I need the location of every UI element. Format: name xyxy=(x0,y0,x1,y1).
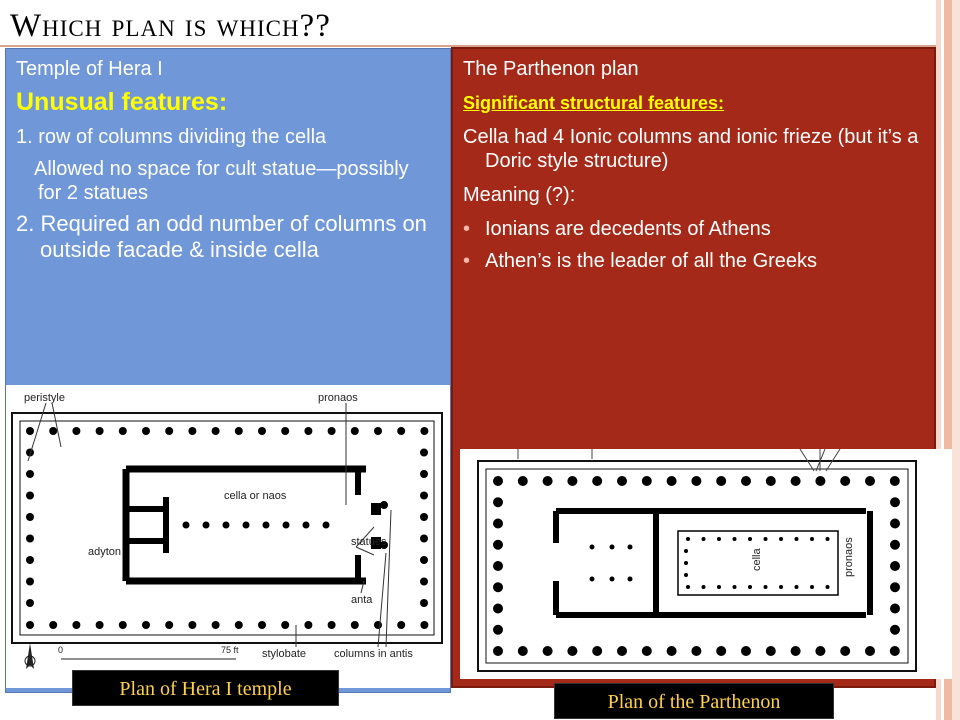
column-dot xyxy=(96,621,104,629)
column-dot xyxy=(72,427,80,435)
column-dot xyxy=(235,427,243,435)
hera-feature-1: 1. row of columns dividing the cella xyxy=(16,126,327,148)
column-dot xyxy=(493,476,503,486)
column-dot xyxy=(420,492,428,500)
column-dot xyxy=(764,585,768,589)
column-dot xyxy=(165,427,173,435)
column-dot xyxy=(890,476,900,486)
hera-temple-name: Temple of Hera I xyxy=(16,58,163,80)
column-dot xyxy=(890,497,900,507)
column-dot xyxy=(142,621,150,629)
column-dot xyxy=(628,577,633,582)
column-dot xyxy=(791,476,801,486)
column-dot xyxy=(420,427,428,435)
column-dot xyxy=(142,427,150,435)
parthenon-meaning-label: Meaning (?): xyxy=(463,184,576,206)
column-dot xyxy=(684,561,688,565)
parthenon-plan-image xyxy=(460,449,952,679)
column-dot xyxy=(815,646,825,656)
parthenon-features-heading: Significant structural features: xyxy=(463,93,725,113)
parthenon-text-block xyxy=(463,57,919,281)
peristyle-columns xyxy=(493,476,900,656)
column-dot xyxy=(741,476,751,486)
hera-plan-drawing xyxy=(6,385,450,688)
column-dot xyxy=(590,577,595,582)
column-dot xyxy=(420,621,428,629)
column-dot xyxy=(815,476,825,486)
column-dot xyxy=(119,427,127,435)
column-dot xyxy=(165,621,173,629)
column-dot xyxy=(26,599,34,607)
column-dot xyxy=(328,427,336,435)
scale-start: 0 xyxy=(58,645,64,655)
column-dot xyxy=(518,646,528,656)
column-dot xyxy=(303,522,310,529)
column-dot xyxy=(702,585,706,589)
column-dot xyxy=(890,646,900,656)
label-pronaos: pronaos xyxy=(318,392,358,404)
column-dot xyxy=(733,585,737,589)
column-dot xyxy=(684,573,688,577)
column-dot xyxy=(890,582,900,592)
column-dot xyxy=(351,621,359,629)
column-dot xyxy=(493,625,503,635)
column-dot xyxy=(684,549,688,553)
column-dot xyxy=(826,537,830,541)
column-dot xyxy=(779,537,783,541)
column-dot xyxy=(420,470,428,478)
column-dot xyxy=(420,599,428,607)
column-dot xyxy=(26,427,34,435)
hera-plan-caption: Plan of Hera I temple xyxy=(72,670,339,706)
parthenon-feature-1: Cella had 4 Ionic columns and ionic frieze (but it’s a Doric style structure) xyxy=(463,126,919,172)
column-dot xyxy=(26,513,34,521)
label-cella: cella or naos xyxy=(224,490,287,502)
column-dot xyxy=(592,476,602,486)
column-dot xyxy=(493,604,503,614)
column-dot xyxy=(890,625,900,635)
column-dot xyxy=(766,476,776,486)
column-dot xyxy=(26,535,34,543)
cella-walls xyxy=(556,511,870,615)
column-dot xyxy=(26,578,34,586)
column-dot xyxy=(328,621,336,629)
parthenon-plan-name: The Parthenon plan xyxy=(463,58,639,80)
column-dot xyxy=(26,492,34,500)
slide-title: Which plan is which?? xyxy=(10,8,331,44)
column-dot xyxy=(49,621,57,629)
cella-interior-columns xyxy=(183,522,330,529)
column-dot xyxy=(840,476,850,486)
column-dot xyxy=(96,427,104,435)
column-dot xyxy=(283,522,290,529)
column-dot xyxy=(26,556,34,564)
parthenon-bullet-1 xyxy=(463,217,919,241)
column-dot xyxy=(304,427,312,435)
column-dot xyxy=(840,646,850,656)
column-dot xyxy=(686,537,690,541)
hera-plan-image xyxy=(6,385,450,688)
label-peristyle: peristyle xyxy=(24,392,65,404)
column-dot xyxy=(72,621,80,629)
column-dot xyxy=(766,646,776,656)
column-dot xyxy=(810,537,814,541)
cella-interior-columns xyxy=(590,537,830,589)
column-dot xyxy=(397,427,405,435)
column-dot xyxy=(258,621,266,629)
column-dot xyxy=(235,621,243,629)
column-dot xyxy=(281,621,289,629)
column-dot xyxy=(733,537,737,541)
bullet-dot-icon: • xyxy=(463,250,471,272)
column-dot xyxy=(493,582,503,592)
column-dot xyxy=(617,476,627,486)
column-dot xyxy=(826,585,830,589)
column-dot xyxy=(493,519,503,529)
column-dot xyxy=(397,621,405,629)
column-dot xyxy=(374,621,382,629)
column-dot xyxy=(702,537,706,541)
column-dot xyxy=(890,540,900,550)
column-dot xyxy=(590,545,595,550)
column-dot xyxy=(493,561,503,571)
column-dot xyxy=(493,540,503,550)
parthenon-bullet-2 xyxy=(463,249,919,273)
column-dot xyxy=(420,449,428,457)
bullet-text: Ionians are decedents of Athens xyxy=(485,218,771,240)
column-dot xyxy=(779,585,783,589)
column-dot xyxy=(323,522,330,529)
column-dot xyxy=(420,556,428,564)
column-dot xyxy=(642,646,652,656)
column-dot xyxy=(764,537,768,541)
column-dot xyxy=(795,585,799,589)
column-dot xyxy=(667,646,677,656)
column-dot xyxy=(791,646,801,656)
hera-text-block xyxy=(16,57,436,263)
hera-feature-2: 2. Required an odd number of columns on outside facade & inside cella xyxy=(16,211,427,262)
label-cella: cella xyxy=(751,548,763,571)
column-dot xyxy=(518,476,528,486)
hera-features-heading: Unusual features: xyxy=(16,88,228,116)
column-dot xyxy=(748,585,752,589)
parthenon-plan-caption: Plan of the Parthenon xyxy=(554,683,834,719)
column-dot xyxy=(212,427,220,435)
column-dot xyxy=(890,519,900,529)
north-arrow-icon xyxy=(25,643,35,669)
column-dot xyxy=(223,522,230,529)
column-dot xyxy=(188,427,196,435)
column-dot xyxy=(628,545,633,550)
column-dot xyxy=(203,522,210,529)
column-dot xyxy=(741,646,751,656)
column-dot xyxy=(493,646,503,656)
column-dot xyxy=(748,537,752,541)
column-dot xyxy=(610,545,615,550)
column-dot xyxy=(188,621,196,629)
column-dot xyxy=(351,427,359,435)
column-dot xyxy=(865,476,875,486)
column-dot xyxy=(610,577,615,582)
column-dot xyxy=(493,497,503,507)
column-dot xyxy=(26,621,34,629)
label-statues: statues xyxy=(351,536,387,548)
column-dot xyxy=(49,427,57,435)
column-dot xyxy=(592,646,602,656)
column-dot xyxy=(543,646,553,656)
column-dot xyxy=(543,476,553,486)
column-dot xyxy=(691,476,701,486)
column-dot xyxy=(716,646,726,656)
hera-feature-1-detail: Allowed no space for cult statue—possibly for 2 statues xyxy=(34,158,409,204)
column-dot xyxy=(281,427,289,435)
column-dot xyxy=(119,621,127,629)
column-dot xyxy=(26,470,34,478)
column-dot xyxy=(212,621,220,629)
column-dot xyxy=(691,646,701,656)
column-dot xyxy=(716,476,726,486)
scale-end: 75 ft xyxy=(221,645,239,655)
label-stylobate: stylobate xyxy=(262,648,307,660)
column-dot xyxy=(795,537,799,541)
bullet-text: Athen’s is the leader of all the Greeks xyxy=(485,250,818,272)
column-dot xyxy=(263,522,270,529)
column-dot xyxy=(183,522,190,529)
column-dot xyxy=(890,561,900,571)
column-dot xyxy=(667,476,677,486)
column-dot xyxy=(810,585,814,589)
column-dot xyxy=(642,476,652,486)
label-anta: anta xyxy=(351,594,373,606)
column-dot xyxy=(717,537,721,541)
label-pronaos: pronaos xyxy=(843,537,855,577)
column-dot xyxy=(258,427,266,435)
column-dot xyxy=(420,578,428,586)
column-dot xyxy=(890,604,900,614)
column-dot xyxy=(243,522,250,529)
column-dot xyxy=(374,427,382,435)
label-columns-in-antis: columns in antis xyxy=(334,648,413,660)
column-dot xyxy=(717,585,721,589)
column-dot xyxy=(567,476,577,486)
column-dot xyxy=(304,621,312,629)
column-dot xyxy=(686,585,690,589)
column-dot xyxy=(567,646,577,656)
column-dot xyxy=(420,535,428,543)
label-adyton: adyton xyxy=(88,546,122,558)
bullet-dot-icon: • xyxy=(463,218,471,240)
column-dot xyxy=(865,646,875,656)
column-dot xyxy=(420,513,428,521)
parthenon-plan-drawing xyxy=(460,449,952,679)
column-dot xyxy=(617,646,627,656)
